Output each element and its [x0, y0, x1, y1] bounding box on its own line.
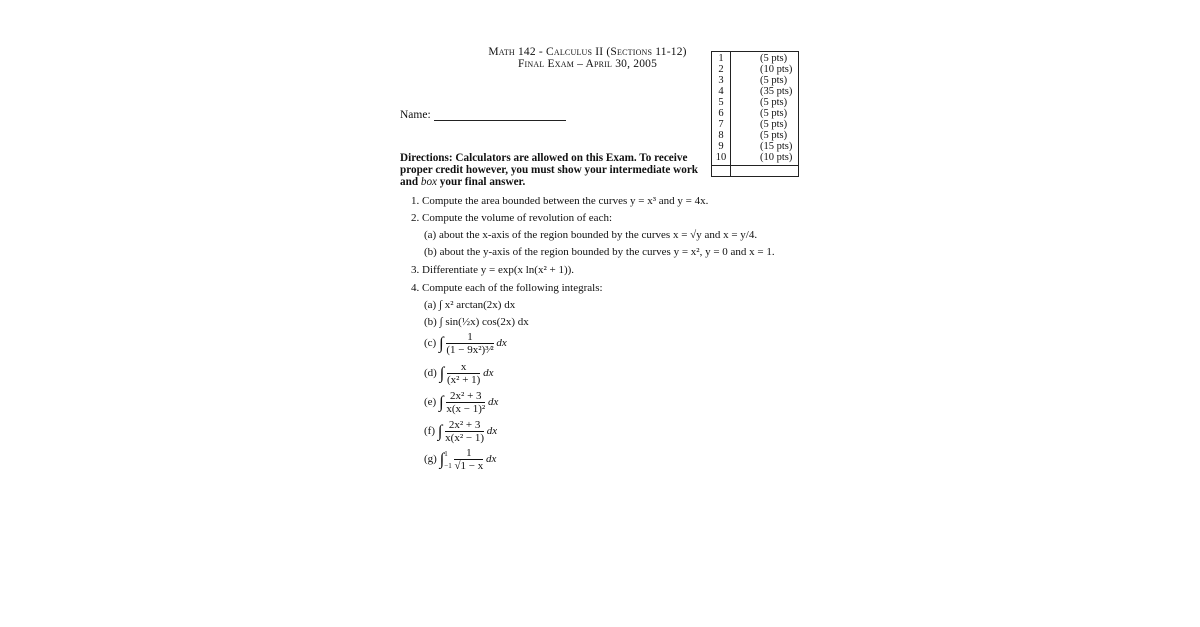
directions-box-word: box: [420, 176, 437, 188]
fraction-denominator: (1 − 9x²)³⁄²: [446, 344, 494, 356]
question-4: 4. Compute each of the following integrals:: [411, 282, 603, 294]
differential: dx: [487, 396, 499, 409]
problem-number: 3: [718, 75, 724, 86]
fraction-numerator: 2x² + 3: [445, 419, 484, 432]
differential: dx: [483, 367, 494, 380]
lower-limit: −1: [444, 461, 452, 470]
question-4g: [424, 447, 496, 472]
problem-points: (10 pts): [760, 152, 793, 163]
question-2b: (b) about the y-axis of the region bounded by the curves y = x², y = 0 and x = 1.: [424, 246, 775, 258]
question-4c: [424, 331, 507, 356]
question-1: 1. Compute the area bounded between the curves y = x³ and y = 4x.: [411, 195, 709, 207]
problem-points: (5 pts): [760, 97, 788, 108]
problem-number: 4: [718, 86, 724, 97]
directions-text: [400, 152, 700, 188]
question-4d: [424, 361, 493, 386]
problem-number: 6: [718, 108, 724, 119]
question-2: 2. Compute the volume of revolution of each:: [411, 212, 613, 224]
name-field-line[interactable]: [434, 120, 566, 121]
differential: dx: [496, 337, 507, 350]
integrand-fraction: [447, 361, 480, 386]
differential: dx: [485, 453, 497, 466]
problem-points: (5 pts): [760, 119, 788, 130]
score-table: [711, 51, 799, 177]
problem-number: 7: [718, 119, 724, 130]
title-line-1: Math 142 - Calculus II (Sections 11-12): [488, 46, 687, 58]
integrand-fraction: [454, 447, 483, 472]
fraction-denominator: x(x² − 1): [445, 432, 484, 444]
question-label: (d): [424, 367, 437, 380]
integral-sign: ∫: [438, 392, 444, 412]
differential: dx: [486, 425, 498, 438]
table-divider-horizontal: [712, 165, 798, 166]
table-divider-vertical: [730, 52, 731, 176]
question-4b: (b) ∫ sin(½x) cos(2x) dx: [424, 316, 529, 328]
problem-number: 10: [715, 152, 727, 163]
question-label: (g): [424, 453, 437, 466]
integral-sign: ∫: [438, 333, 444, 353]
fraction-numerator: 1: [446, 331, 493, 344]
problem-number: 9: [718, 141, 724, 152]
directions-text-before: Directions: Calculators are allowed on this Exam. To receive proper credit however, you must show your intermediate work and: [400, 152, 699, 188]
fraction-denominator: x(x − 1)²: [446, 403, 486, 415]
problem-number: 5: [718, 97, 724, 108]
directions-text-after: your final answer.: [437, 176, 526, 188]
integrand-fraction: [446, 390, 485, 415]
question-4a: (a) ∫ x² arctan(2x) dx: [424, 299, 516, 311]
fraction-numerator: x: [447, 361, 480, 374]
problem-points: (10 pts): [760, 64, 793, 75]
question-4f: [424, 419, 497, 444]
upper-limit: 1: [444, 449, 448, 458]
question-label: (e): [424, 396, 437, 409]
integral-sign: ∫: [437, 421, 443, 441]
title-line-2: Final Exam – April 30, 2005: [517, 58, 658, 70]
problem-points: (5 pts): [760, 130, 788, 141]
fraction-numerator: 1: [454, 447, 483, 460]
problem-points: (35 pts): [760, 86, 793, 97]
points-column: [760, 53, 800, 163]
problem-number: 8: [718, 130, 724, 141]
problem-number-column: [712, 53, 730, 163]
integral-sign: ∫: [439, 449, 445, 469]
integral-limits: [444, 448, 451, 472]
name-label: Name:: [400, 109, 431, 121]
problem-points: (15 pts): [760, 141, 793, 152]
fraction-denominator: √1 − x: [454, 460, 484, 472]
question-2a: (a) about the x-axis of the region bounded by the curves x = √y and x = y/4.: [424, 229, 758, 241]
question-4e: [424, 390, 498, 415]
question-label: (c): [424, 337, 437, 350]
problem-number: 1: [718, 53, 724, 64]
fraction-numerator: 2x² + 3: [446, 390, 485, 403]
exam-title: [480, 46, 695, 70]
integrand-fraction: [445, 419, 484, 444]
problem-points: (5 pts): [760, 108, 788, 119]
integral-sign: ∫: [439, 363, 445, 383]
question-label: (f): [424, 425, 435, 438]
integrand-fraction: [446, 331, 493, 356]
problem-number: 2: [718, 64, 724, 75]
question-3: 3. Differentiate y = exp(x ln(x² + 1)).: [411, 264, 575, 276]
problem-points: (5 pts): [760, 75, 788, 86]
problem-points: (5 pts): [760, 53, 788, 64]
fraction-denominator: (x² + 1): [447, 374, 481, 386]
